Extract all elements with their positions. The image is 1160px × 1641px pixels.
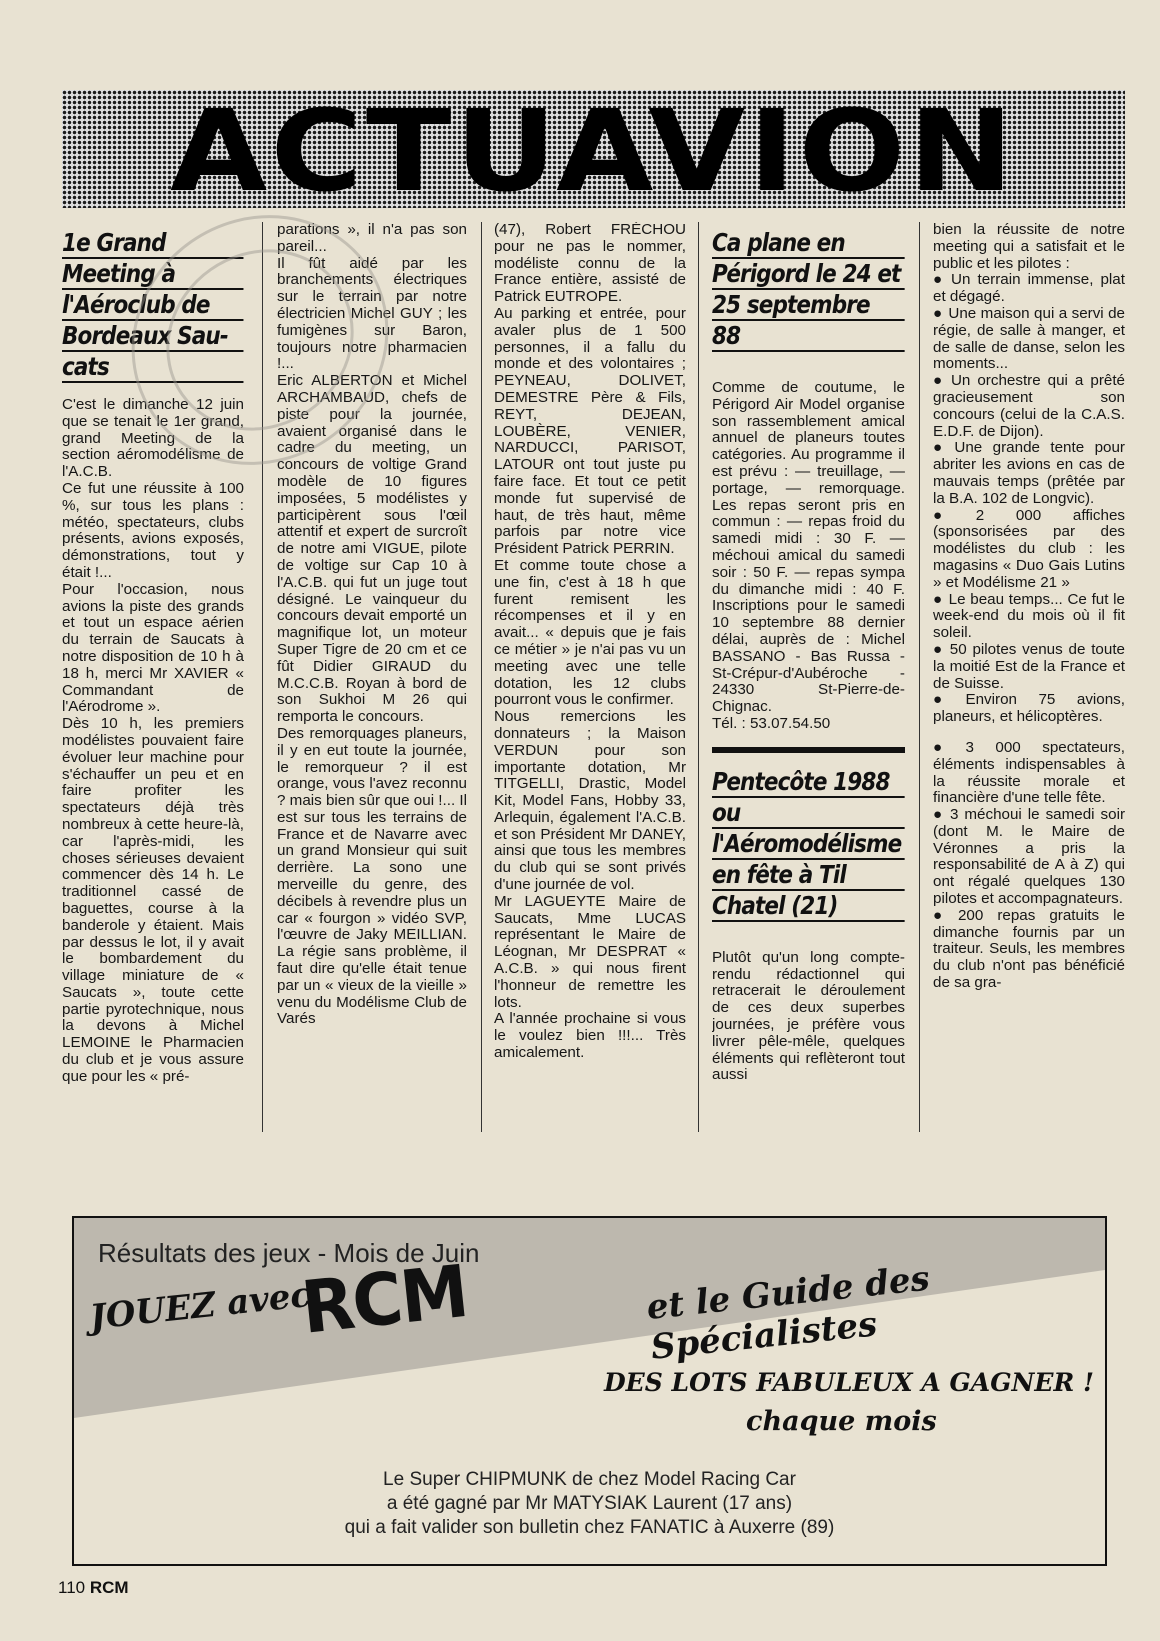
- bullet-item: ● 2 000 affiches (sponsorisées par des modélistes du club : les magasins « Duo Gais Lutins » et Modélisme 21 »: [933, 508, 1125, 592]
- article-separator: [712, 747, 905, 753]
- paragraph: Pour l'occasion, nous avions la piste des grands et tout un espace aérien du terrain de Saucats à notre disposition de 10 h à 18 h, merci Mr XAVIER « Commandant de l'Aérodrome ».: [62, 580, 244, 716]
- page-folio: [58, 1578, 129, 1598]
- paragraph: Et comme toute chose a une fin, c'est à 18 h que furent remisent les récompenses et il y en avait... « depuis que je fais ce métier » je n'ai pas vu un meeting avec une telle dotation, les 12 clubs pourront vous le confirmer.: [494, 556, 686, 709]
- magazine-name: RCM: [89, 1578, 129, 1597]
- bullet-item: ● Le beau temps... Ce fut le week-end du mois où il fit soleil.: [933, 592, 1125, 642]
- headline-line: 1e Grand: [62, 228, 244, 259]
- paragraph: Comme de coutume, le Périgord Air Model organise son rassemblement amical annuel de planeurs toutes catégories. Au programme il est prévu : — treuillage, — portage, — remorquage. Les repas seront pris en commun : — repas froid du samedi midi : 30 F. — méchoui amical du samedi soir : 50 F. — repas sympa du dimanche midi : 40 F. Inscriptions pour le samedi 10 septembre 88 dernier délai, auprès de : Michel BASSANO - Bas Russa - St-Crépur-d'Aubéroche - 24330 St-Pierre-de-Chignac.: [712, 379, 905, 716]
- column-divider: [698, 222, 699, 1132]
- article-3-headline: [712, 767, 905, 922]
- rcm-logo: RCM: [297, 1248, 471, 1350]
- bullet-item: ● Environ 75 avions, planeurs, et hélicoptères.: [933, 692, 1125, 726]
- headline-line: ou: [712, 798, 905, 829]
- paragraph: Eric ALBERTON et Michel ARCHAMBAUD, chefs de piste pour la journée, avaient organisé dans le cadre du meeting, un concours de voltige Grand modèle de 10 figures imposées, 5 modélistes y participèrent sous l'œil attentif et expert de surcroît de notre ami VIGUE, pilote de voltige sur Cap 10 à l'A.C.B. qui fut un juge tout désigné. Le vainqueur du concours devait emporté un magnifique lot, un moteur Super Tigre de 20 cm et ce fût Didier GIRAUD du M.C.C.B. Royan à bord de son Sukhoi M 26 qui remporta le concours.: [277, 372, 467, 726]
- headline-line: cats: [62, 352, 244, 383]
- headline-line: 25 septembre: [712, 290, 905, 321]
- headline-line: 88: [712, 321, 905, 352]
- column-2: [277, 222, 467, 1132]
- bullet-item: ● Une grande tente pour abriter les avions en cas de mauvais temps (prêtée par la B.A. 102 de Longvic).: [933, 440, 1125, 507]
- headline-line: Périgord le 24 et: [712, 259, 905, 290]
- ad-jouez-text: JOUEZ avec: [87, 1274, 313, 1338]
- headline-line: Bordeaux Sau-: [62, 321, 244, 352]
- headline-line: en fête à Til: [712, 860, 905, 891]
- ad-title: Résultats des jeux - Mois de Juin: [98, 1238, 480, 1268]
- ad-mois-text: chaque mois: [746, 1406, 937, 1437]
- contest-ad: [72, 1216, 1107, 1566]
- ad-lots-text: DES LOTS FABULEUX A GAGNER !: [604, 1368, 1094, 1397]
- result-line: a été gagné par Mr MATYSIAK Laurent (17 ans): [386, 1493, 793, 1514]
- section-title: ACTUAVION: [170, 90, 1017, 208]
- paragraph: Nous remercions les donnateurs ; la Maison VERDUN pour son importante dotation, Mr TITGELLI, Drastic, Model Kit, Model Fans, Hobby 33, Arlequin, également l'A.C.B. et son Président Mr DANEY, ainsi que tous les membres du club qui se sont privés d'une journée de vol.: [494, 708, 686, 894]
- column-divider: [481, 222, 482, 1132]
- bullet-item: ● Un terrain immense, plat et dégagé.: [933, 272, 1125, 306]
- result-line: qui a fait valider son bulletin chez FANATIC à Auxerre (89): [344, 1517, 835, 1538]
- ad-guide-text: et le Guide des Spécialistes: [644, 1258, 932, 1368]
- paragraph: parations », il n'a pas son pareil...: [277, 222, 467, 255]
- paragraph: Il fût aidé par les branchements électriques sur le terrain par notre électricien Michel GUY ; les fumigènes sur Baron, toujours notre pharmacien !...: [277, 254, 467, 373]
- paragraph: A l'année prochaine si vous le voulez bien !!!... Très amicalement.: [494, 1010, 686, 1062]
- contact-phone: Tél. : 53.07.54.50: [712, 714, 831, 732]
- column-divider: [919, 222, 920, 1132]
- paragraph: (47), Robert FRÉCHOU pour ne pas le nommer, modéliste connu de la France entière, assisté de Patrick EUTROPE.: [494, 222, 686, 306]
- column-1: [62, 222, 244, 1132]
- headline-line: l'Aéroclub de: [62, 290, 244, 321]
- paragraph: Des remorquages planeurs, il y en eut toute la journée, le remorqueur ? il est orange, vous l'avez reconnu ? mais bien sûr que oui !... Il est sur tous les terrains de France et de Navarre avec un grand Monsieur qui suit derrière. La sono une merveille du genre, des décibels à revendre plus un car « fourgon » vidéo SVP, l'œuvre de Jaky MEILLIAN. La régie sans problème, il faut dire qu'elle était tenue par un « vieux de la vieille » venu du Modélisme Club de Varés: [277, 724, 467, 1028]
- banner-halftone: [62, 90, 1125, 208]
- paragraph: Au parking et entrée, pour avaler plus de 1 500 personnes, il a fallu du monde et des volontaires ; PEYNEAU, DOLIVET, DEMESTRE Père & Fils, REYT, DEJEAN, LOUBÈRE, VENIER, NARDUCCI, PARISOT, LATOUR ont tout juste pu faire face. Et tout ce petit monde fut supervisé de haut, de très haut, même parfois par notre vice Président Patrick PERRIN.: [494, 304, 686, 558]
- bullet-item: ● Une maison qui a servi de régie, de salle à manger, et de salle de danse, selon les moments...: [933, 306, 1125, 373]
- paragraph: C'est le dimanche 12 juin que se tenait le 1er grand, grand Meeting de la section aéromodélisme de l'A.C.B.: [62, 396, 244, 481]
- column-5: [933, 222, 1125, 1132]
- bullet-item: ● 50 pilotes venus de toute la moitié Est de la France et de Suisse.: [933, 642, 1125, 692]
- column-3: [494, 222, 686, 1132]
- paragraph: Mr LAGUEYTE Maire de Saucats, Mme LUCAS représentant le Maire de Léognan, Mr DESPRAT « A.C.B. » qui nous firent l'honneur de remettre les lots.: [494, 892, 686, 1011]
- paragraph: bien la réussite de notre meeting qui a satisfait et le public et les pilotes :: [933, 222, 1125, 272]
- bullet-item: ● 200 repas gratuits le dimanche fournis par un traiteur. Seuls, les membres du club n'ont pas bénéficié de sa gra-: [933, 908, 1125, 992]
- bullet-item: ● 3 méchoui le samedi soir (dont M. le Maire de Véronnes a pris la responsabilité de A à Z) qui ont régalé quelques 130 pilotes et accompagnateurs.: [933, 807, 1125, 908]
- headline-line: Pentecôte 1988: [712, 767, 905, 798]
- paragraph: Ce fut une réussite à 100 %, sur tous les plans : météo, spectateurs, clubs présents, avions exposés, démonstrations, tout y était !...: [62, 479, 244, 581]
- column-4: [712, 222, 905, 1132]
- headline-line: Chatel (21): [712, 891, 905, 922]
- article-2-headline: [712, 228, 905, 352]
- bullet-item: ● Un orchestre qui a prêté gracieusement son concours (celui de la C.A.S. E.D.F. de Dijon).: [933, 373, 1125, 440]
- article-1-headline: [62, 228, 244, 383]
- headline-line: l'Aéromodélisme: [712, 829, 905, 860]
- headline-line: Meeting à: [62, 259, 244, 290]
- page-number: 110: [58, 1578, 86, 1597]
- paragraph: Dès 10 h, les premiers modélistes pouvaient faire évoluer leur machine pour s'échauffer un peu et en faire profiter les spectateurs déjà très nombreux à cette heure-là, car l'après-midi, les choses sérieuses devaient commencer dès 14 h. Le traditionnel cassé de baguettes, course à la banderole y étaient. Mais par dessus le lot, il y avait le bombardement du village miniature de « Saucats », toute cette partie pyrotechnique, nous la devons à Michel LEMOINE le Pharmacien du club et je vous assure que pour les « pré-: [62, 715, 244, 1085]
- headline-line: Ca plane en: [712, 228, 905, 259]
- ad-result: [74, 1468, 1105, 1540]
- bullet-item: ● 3 000 spectateurs, éléments indispensables à la réussite morale et financière d'une telle fête.: [933, 740, 1125, 807]
- result-line: Le Super CHIPMUNK de chez Model Racing Car: [383, 1469, 796, 1490]
- column-divider: [262, 222, 263, 1132]
- paragraph: Plutôt qu'un long compte-rendu rédactionnel qui retracerait le déroulement de ces deux superbes journées, je préfère vous livrer pêle-mêle, quelques éléments qui reflèteront tout aussi: [712, 948, 905, 1084]
